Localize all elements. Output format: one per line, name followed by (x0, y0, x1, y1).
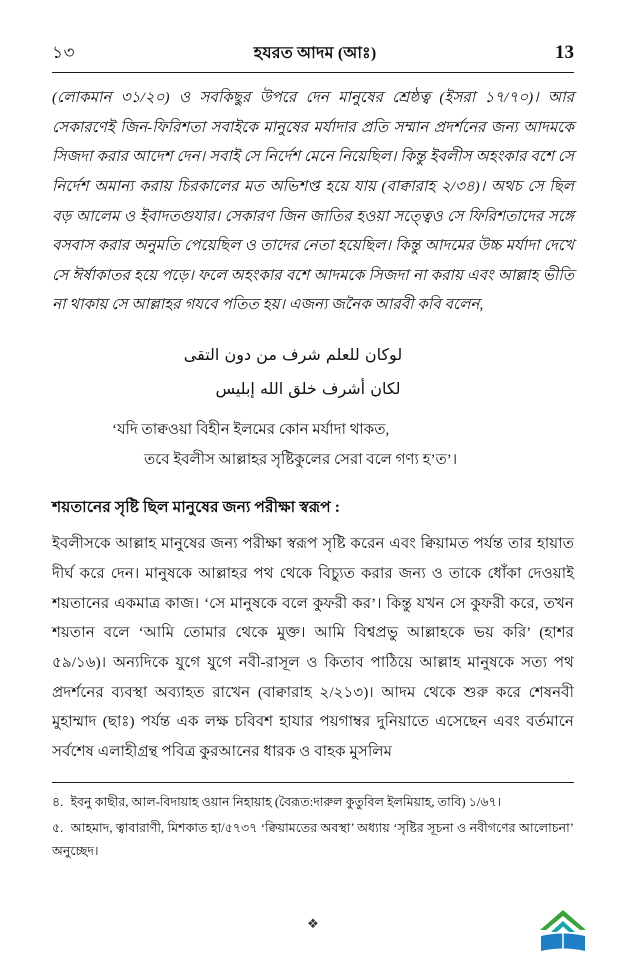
paragraph-text: (লোকমান ৩১/২০) ও সবকিছুর উপরে দেন মানুষের শ্রেষ্ঠত্ব (ইসরা ১৭/৭০)। আর সেকারণেই জিন-ফিরিশতা সবাইকে মানুষের মর্যাদার প্রতি সম্মান প্রদর্শনের জন্য আদমকে সিজদা করার আদেশ দেন। সবাই সে নির্দেশ মেনে নিয়েছিল। কিন্তু ইবলীস অহংকার বশে সে নির্দেশ অমান্য করায় চিরকালের মত অভিশপ্ত হয়ে যায় (বাক্বারাহ ২/৩৪)। অথচ সে ছিল বড় আলেম ও ইবাদতগুযার। সেকারণ জিন জাতির হওয়া সত্ত্বেও সে ফিরিশতাদের সঙ্গে বসবাস করার অনুমতি পেয়েছিল ও তাদের নেতা হয়েছিল। কিন্তু আদমের উচ্চ মর্যাদা দেখে সে ঈর্ষাকাতর হয়ে পড়ে। ফলে অহংকার বশে আদমকে সিজদা না করায় এবং আল্লাহ ভীতি না থাকায় সে আল্লাহর গযবে পতিত হয়। এজন্য জনৈক আরবী কবি বলেন, (52, 89, 574, 314)
section-body (52, 529, 574, 766)
folio-left: ১৩ (52, 43, 76, 62)
paragraph (52, 83, 574, 320)
footnote-rule (52, 782, 574, 783)
arabic-verse-block (52, 338, 574, 405)
arabic-line-2: لكان أشرف خلق الله إبليس (215, 378, 401, 398)
folio-right: 13 (554, 42, 574, 63)
translation-couplet (52, 415, 574, 475)
running-title: হযরত আদম (আঃ) (253, 45, 377, 62)
footnote-number: ৫. (52, 821, 64, 836)
header-rule (52, 72, 574, 73)
footnote-text: আহমাদ, ত্বাবারাণী, মিশকাত হা/৫৭৩৭ ‘ক্বিয়ামতের অবস্থা’ অধ্যায় ‘সৃষ্টির সূচনা ও নবীগণের আলোচনা’ অনুচ্ছেদ। (52, 821, 574, 858)
paragraph-text: ইবলীসকে আল্লাহ মানুষের জন্য পরীক্ষা স্বরূপ সৃষ্টি করেন এবং ক্বিয়ামত পর্যন্ত তার হায়াত দীর্ঘ করে দেন। মানুষকে আল্লাহর পথ থেকে বিচ্যুত করার জন্য ও তাকে ধোঁকা দেওয়াই শয়তানের একমাত্র কাজ। ‘সে মানুষকে বলে কুফরী কর’। কিন্তু যখন সে কুফরী করে, তখন শয়তান বলে ‘আমি তোমার থেকে মুক্ত। আমি বিশ্বপ্রভু আল্লাহকে ভয় করি’ (হাশর ৫৯/১৬)। অন্যদিকে যুগে যুগে নবী-রাসূল ও কিতাব পাঠিয়ে আল্লাহ মানুষকে সত্য পথ প্রদর্শনের ব্যবস্থা অব্যাহত রাখেন (বাক্বারাহ ২/২১৩)। আদম থেকে শুরু করে শেষনবী মুহাম্মাদ (ছাঃ) পর্যন্ত এক লক্ষ চবিবশ হাযার পয়গাম্বর দুনিয়াতে এসেছেন এবং বর্তমানে সর্বশেষ এলাহীগ্রন্থ পবিত্র কুরআনের ধারক ও বাহক মুসলিম (52, 535, 574, 760)
footnote-item (52, 791, 574, 813)
main-body (52, 83, 574, 320)
footnote-item (52, 817, 574, 861)
couplet-line-1: ‘যদি তাক্বওয়া বিহীন ইলমের কোন মর্যাদা থাকত, (112, 422, 390, 439)
page-ornament: ❖ (307, 916, 319, 931)
couplet-line-2: তবে ইবলীস আল্লাহর সৃষ্টিকুলের সেরা বলে গণ্য হ’ত’। (144, 452, 458, 469)
publisher-logo (536, 908, 590, 954)
page-header (52, 40, 574, 68)
footnote-text: ইবনু কাছীর, আল-বিদায়াহ ওয়ান নিহায়াহ (বৈরূত:দারুল কুতুবিল ইলমিয়াহ, তাবি) ১/৬৭। (70, 795, 502, 810)
footnotes (52, 791, 574, 861)
footnote-number: ৪. (52, 795, 64, 810)
paragraph (52, 529, 574, 766)
section-subheading: শয়তানের সৃষ্টি ছিল মানুষের জন্য পরীক্ষা স্বরূপ : (52, 499, 341, 517)
arabic-line-1: لوكان للعلم شرف من دون التقى (183, 345, 403, 365)
